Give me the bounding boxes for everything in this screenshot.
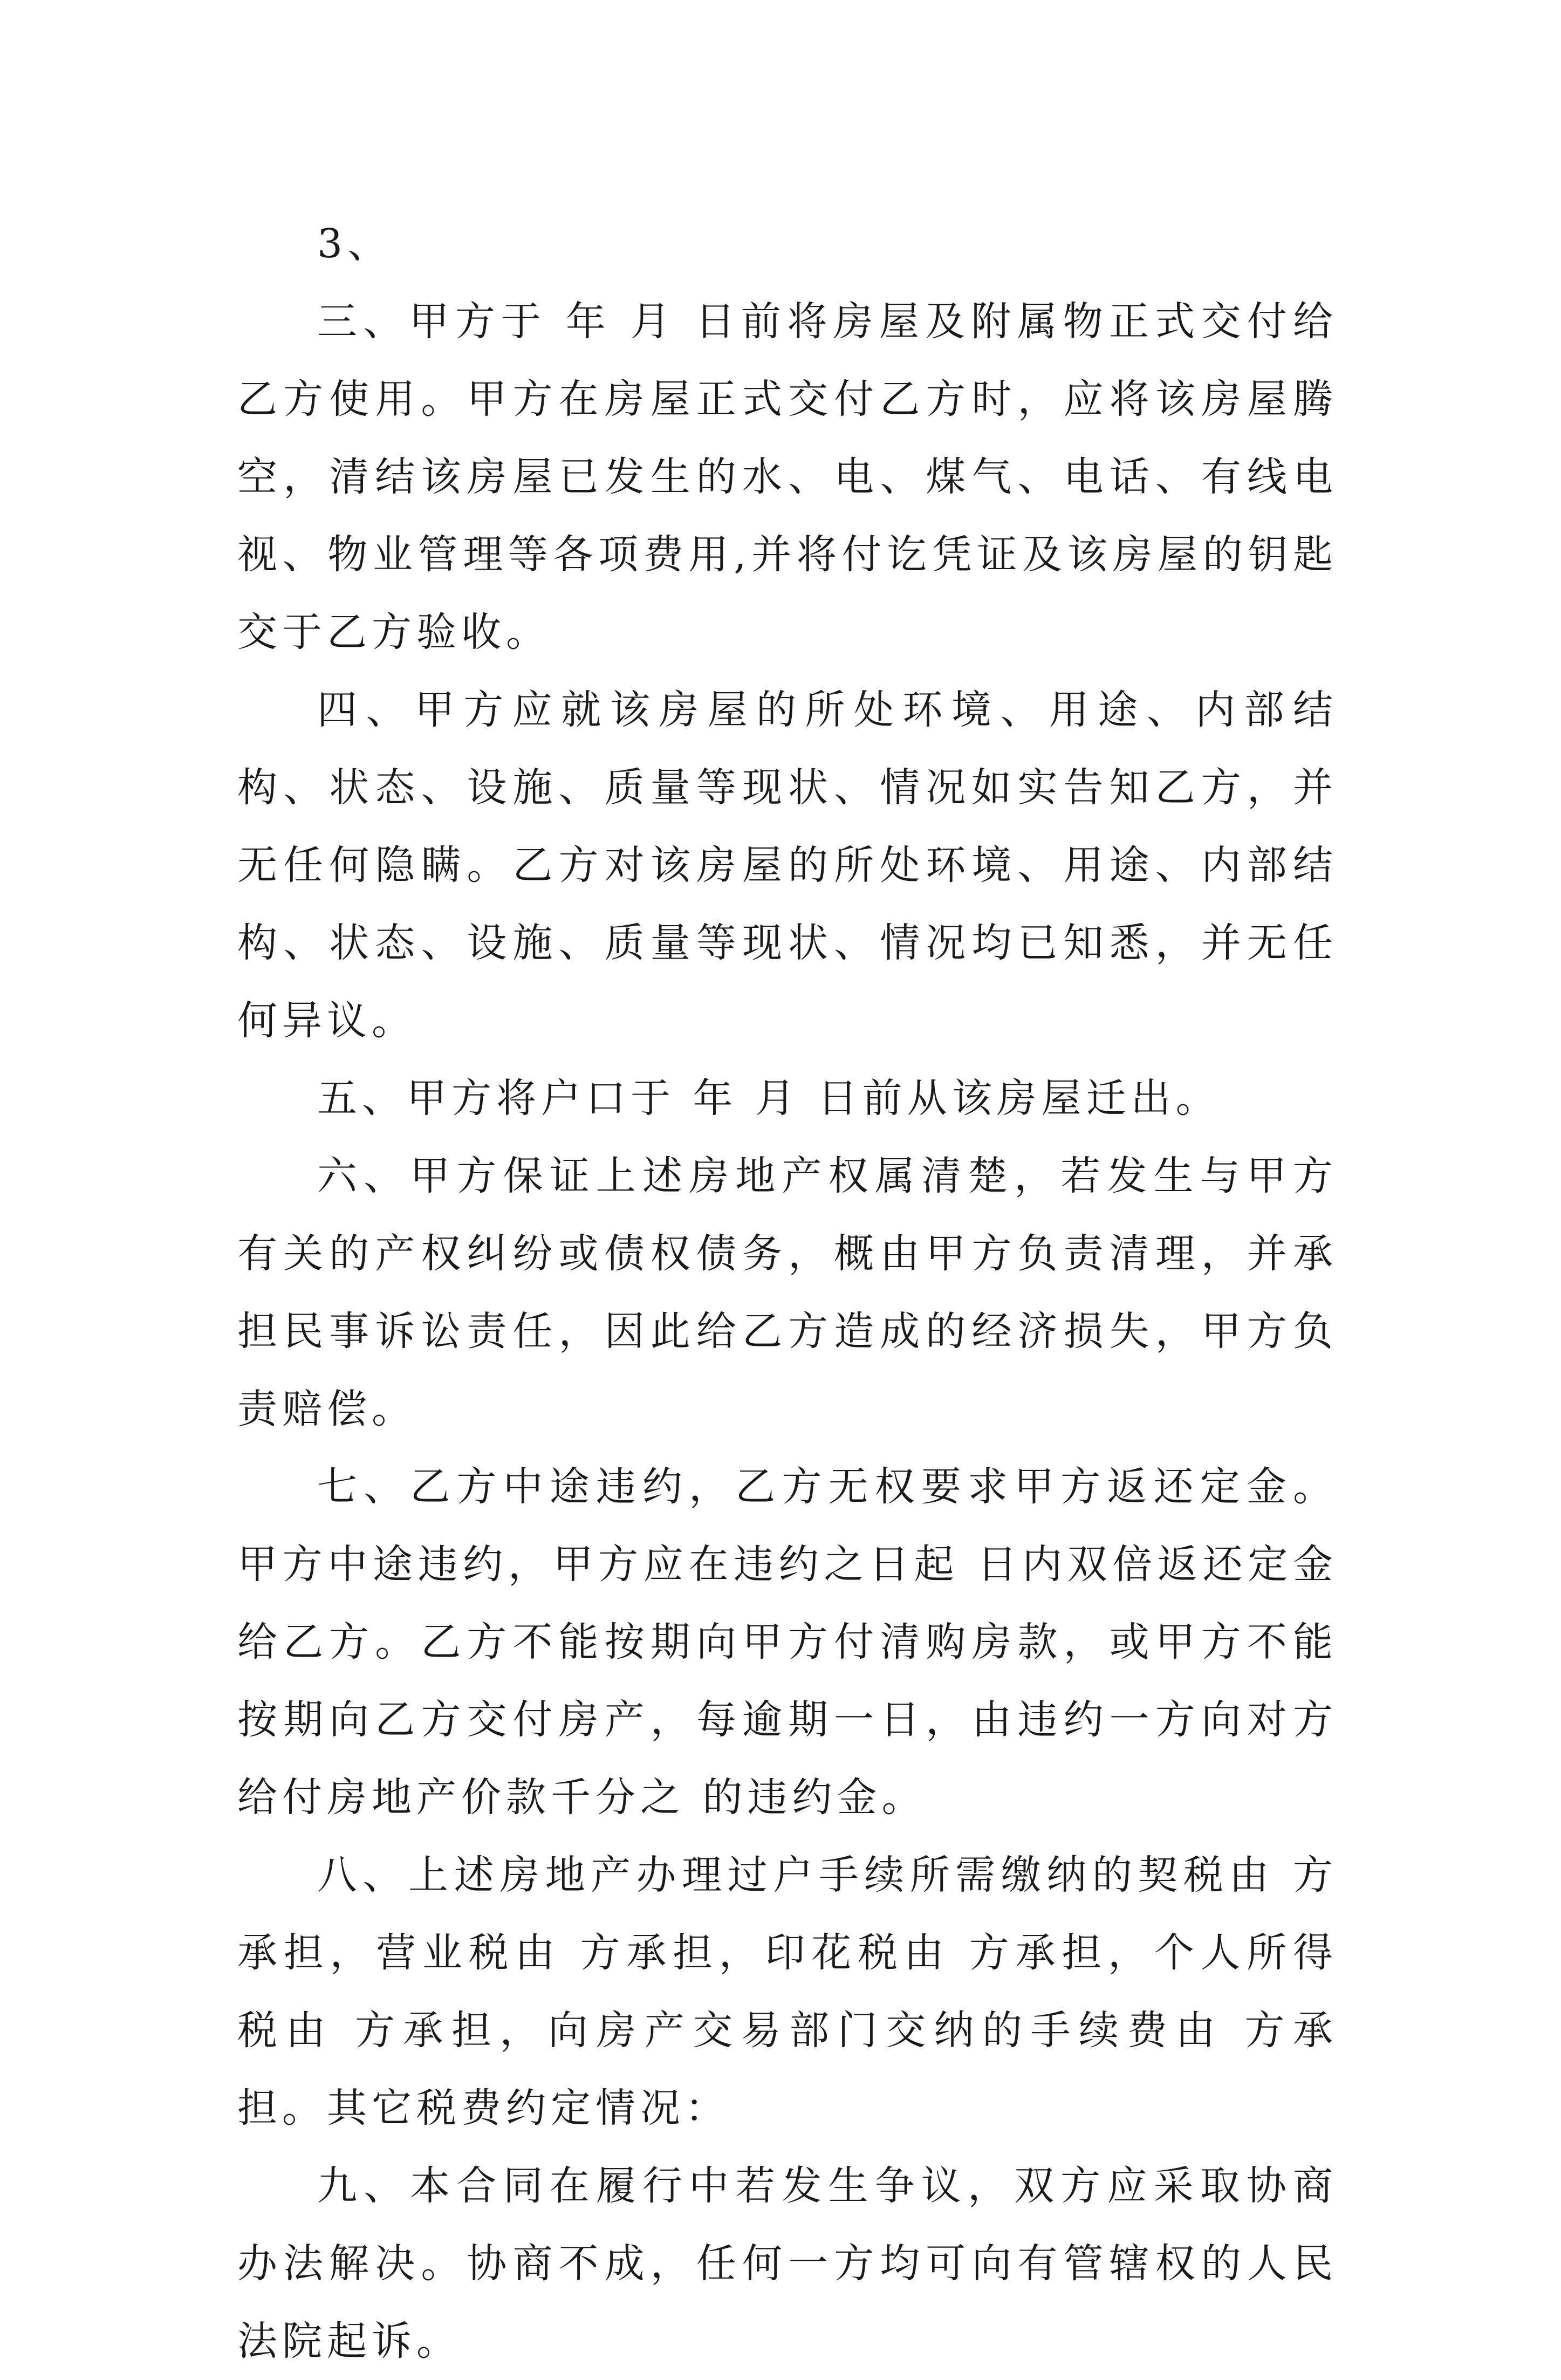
clause-8-taxes-fees: 八、上述房地产办理过户手续所需缴纳的契税由 方承担，营业税由 方承担，印花税由 方承担，个人所得税由 方承担，向房产交易部门交纳的手续费由 方承担。其它税费约定情况： [237, 1852, 1338, 2131]
clause-9-disputes: 九、本合同在履行中若发生争议，双方应采取协商办法解决。协商不成，任何一方均可向有管辖权的人民法院起诉。 [237, 2163, 1338, 2364]
clause-7-breach: 七、乙方中途违约，乙方无权要求甲方返还定金。甲方中途违约，甲方应在违约之日起 日内双倍返还定金给乙方。乙方不能按期向甲方付清购房款，或甲方不能按期向乙方交付房产，每逾期一日，由违约一方向对方给付房地产价款千分之 的违约金。 [237, 1463, 1338, 1821]
document-body [237, 205, 1338, 2380]
clause-6-title-guarantee: 六、甲方保证上述房地产权属清楚，若发生与甲方有关的产权纠纷或债权债务，概由甲方负责清理，并承担民事诉讼责任，因此给乙方造成的经济损失，甲方负责赔偿。 [237, 1153, 1338, 1432]
clause-5-household-registration: 五、甲方将户口于 年 月 日前从该房屋迁出。 [317, 1075, 1221, 1121]
clause-3-delivery: 三、甲方于 年 月 日前将房屋及附属物正式交付给乙方使用。甲方在房屋正式交付乙方时，应将该房屋腾空，清结该房屋已发生的水、电、煤气、电话、有线电视、物业管理等各项费用,并将付讫凭证及该房屋的钥匙交于乙方验收。 [237, 298, 1338, 655]
paragraph-item-3: 3、 [317, 221, 393, 267]
clause-4-disclosure: 四、甲方应就该房屋的所处环境、用途、内部结构、状态、设施、质量等现状、情况如实告知乙方，并无任何隐瞒。乙方对该房屋的所处环境、用途、内部结构、状态、设施、质量等现状、情况均已知悉，并无任何异议。 [237, 687, 1338, 1044]
